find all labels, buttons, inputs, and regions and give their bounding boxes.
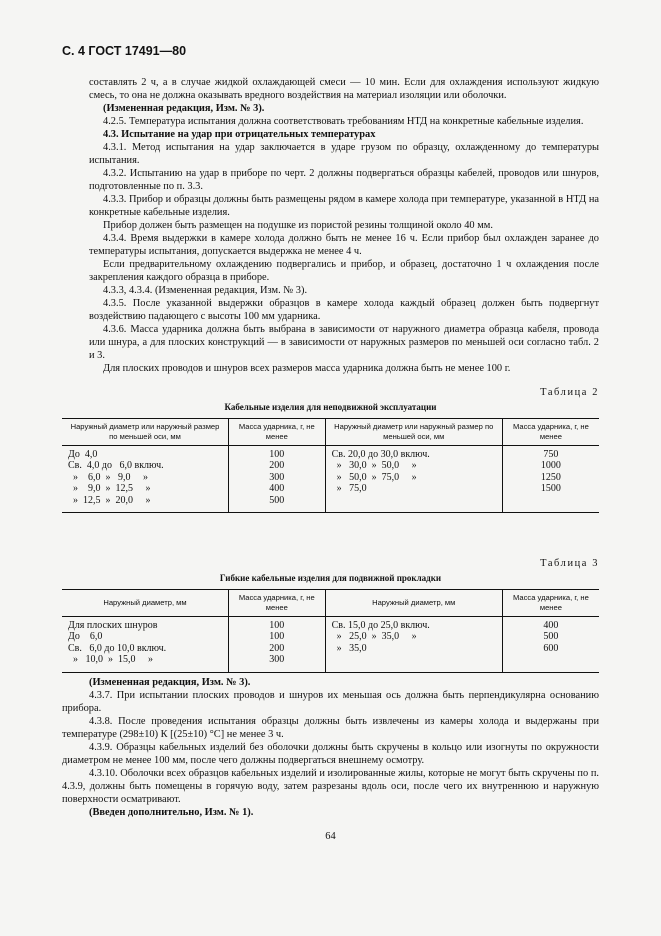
table-2 <box>62 418 599 513</box>
paragraph: 4.3.10. Оболочки всех образцов кабельных изделий и изолированные жилы, которые не могут быть скручены по п. 4.3.9, должны быть помещены в горячую воду, затем разрезаны вдоль оси, после чего их внутреннюю и наружную поверхности осматривают. <box>62 768 599 805</box>
amendment-note: (Введен дополнительно, Изм. № 1). <box>89 807 254 818</box>
paragraph: 4.3.9. Образцы кабельных изделий без оболочки должны быть скручены в кольцо или изогнуты по окружности диаметром не менее 100 мм, после чего должны подвергаться внешнему осмотру. <box>62 742 599 766</box>
table-cell: 400 500 600 <box>502 617 599 673</box>
paragraph: 4.3.4. Время выдержки в камере холода должно быть не менее 16 ч. Если прибор был охлажден заранее до температуры испытания, допускается выдержка не менее 4 ч. <box>89 233 599 257</box>
table-header-cell: Масса ударника, г, не менее <box>502 590 599 617</box>
body-text-top <box>89 76 599 375</box>
section-heading: 4.3. Испытание на удар при отрицательных температурах <box>103 129 376 140</box>
table-cell: 100 100 200 300 <box>228 617 325 673</box>
table-3-caption: Таблица 3 <box>540 558 599 569</box>
paragraph: 4.3.1. Метод испытания на удар заключается в ударе грузом по образцу, охлажденному до температуры испытания. <box>89 142 599 166</box>
table-header-cell: Наружный диаметр, мм <box>325 590 502 617</box>
page-header: С. 4 ГОСТ 17491—80 <box>62 44 187 58</box>
table-cell: 750 1000 1250 1500 <box>502 446 599 513</box>
table-2-title: Кабельные изделия для неподвижной эксплуатации <box>224 402 437 412</box>
table-cell: Для плоских шнуров До 6,0 Св. 6,0 до 10,0 включ. » 10,0 » 15,0 » <box>62 617 228 673</box>
paragraph: Прибор должен быть размещен на подушке из пористой резины толщиной около 40 мм. <box>103 220 493 231</box>
table-2-block <box>62 386 599 513</box>
table-2-caption: Таблица 2 <box>540 387 599 398</box>
amendment-note: (Измененная редакция, Изм. № 3). <box>103 103 265 114</box>
table-header-cell: Масса ударника, г, не менее <box>228 590 325 617</box>
paragraph: составлять 2 ч, а в случае жидкой охлаждающей смеси — 10 мин. Если для охлаждения используют жидкую смесь, то она не должна оказывать вредного воздействия на материал изоляции или оболочки. <box>89 77 599 101</box>
table-3-block <box>62 557 599 673</box>
table-header-cell: Масса ударника, г, не менее <box>502 419 599 446</box>
table-header-cell: Масса ударника, г, не менее <box>228 419 325 446</box>
table-cell: До 4,0 Св. 4,0 до 6,0 включ. » 6,0 » 9,0 » » 9,0 » 12,5 » » 12,5 » 20,0 » <box>62 446 228 513</box>
paragraph: 4.3.6. Масса ударника должна быть выбрана в зависимости от наружного диаметра образца кабеля, провода или шнура, а для плоских конструкций — в зависимости от наружных размеров по меньшей оси согласно табл. 2 и 3. <box>89 324 599 361</box>
paragraph: Для плоских проводов и шнуров всех размеров масса ударника должна быть не менее 100 г. <box>103 363 511 374</box>
body-text-bottom <box>62 676 599 819</box>
paragraph: 4.3.7. При испытании плоских проводов и шнуров их меньшая ось должна быть перпендикулярна основанию прибора. <box>62 690 599 714</box>
table-3 <box>62 589 599 673</box>
paragraph: Если предварительному охлаждению подвергались и прибор, и образец, достаточно 1 ч охлаждения после закрепления каждого образца в приборе. <box>89 259 599 283</box>
paragraph: 4.3.3. Прибор и образцы должны быть размещены рядом в камере холода при температуре, указанной в НТД на конкретные кабельные изделия. <box>89 194 599 218</box>
table-3-title: Гибкие кабельные изделия для подвижной прокладки <box>219 573 442 583</box>
table-cell: Св. 15,0 до 25,0 включ. » 25,0 » 35,0 » » 35,0 <box>325 617 502 673</box>
paragraph: 4.3.2. Испытанию на удар в приборе по черт. 2 должны подвергаться образцы кабелей, проводов или шнуров, подготовленные по п. 3.3. <box>89 168 599 192</box>
table-cell: Св. 20,0 до 30,0 включ. » 30,0 » 50,0 » » 50,0 » 75,0 » » 75,0 <box>325 446 502 513</box>
paragraph: 4.2.5. Температура испытания должна соответствовать требованиям НТД на конкретные кабельные изделия. <box>103 116 584 127</box>
table-header-cell: Наружный диаметр или наружный размер по меньшей оси, мм <box>62 419 228 446</box>
paragraph: 4.3.8. После проведения испытания образцы должны быть извлечены из камеры холода и выдержаны при температуре (298±10) К [(25±10) °С] не менее 3 ч. <box>62 716 599 740</box>
paragraph: 4.3.5. После указанной выдержки образцов в камере холода каждый образец должен быть подвергнут воздействию падающего с высоты 100 мм ударника. <box>89 298 599 322</box>
amendment-note: 4.3.3, 4.3.4. (Измененная редакция, Изм. № 3). <box>103 285 308 296</box>
table-header-cell: Наружный диаметр, мм <box>62 590 228 617</box>
table-header-cell: Наружный диаметр или наружный размер по меньшей оси, мм <box>325 419 502 446</box>
table-cell: 100 200 300 400 500 <box>228 446 325 513</box>
amendment-note: (Измененная редакция, Изм. № 3). <box>89 677 251 688</box>
page-number: 64 <box>325 831 336 842</box>
